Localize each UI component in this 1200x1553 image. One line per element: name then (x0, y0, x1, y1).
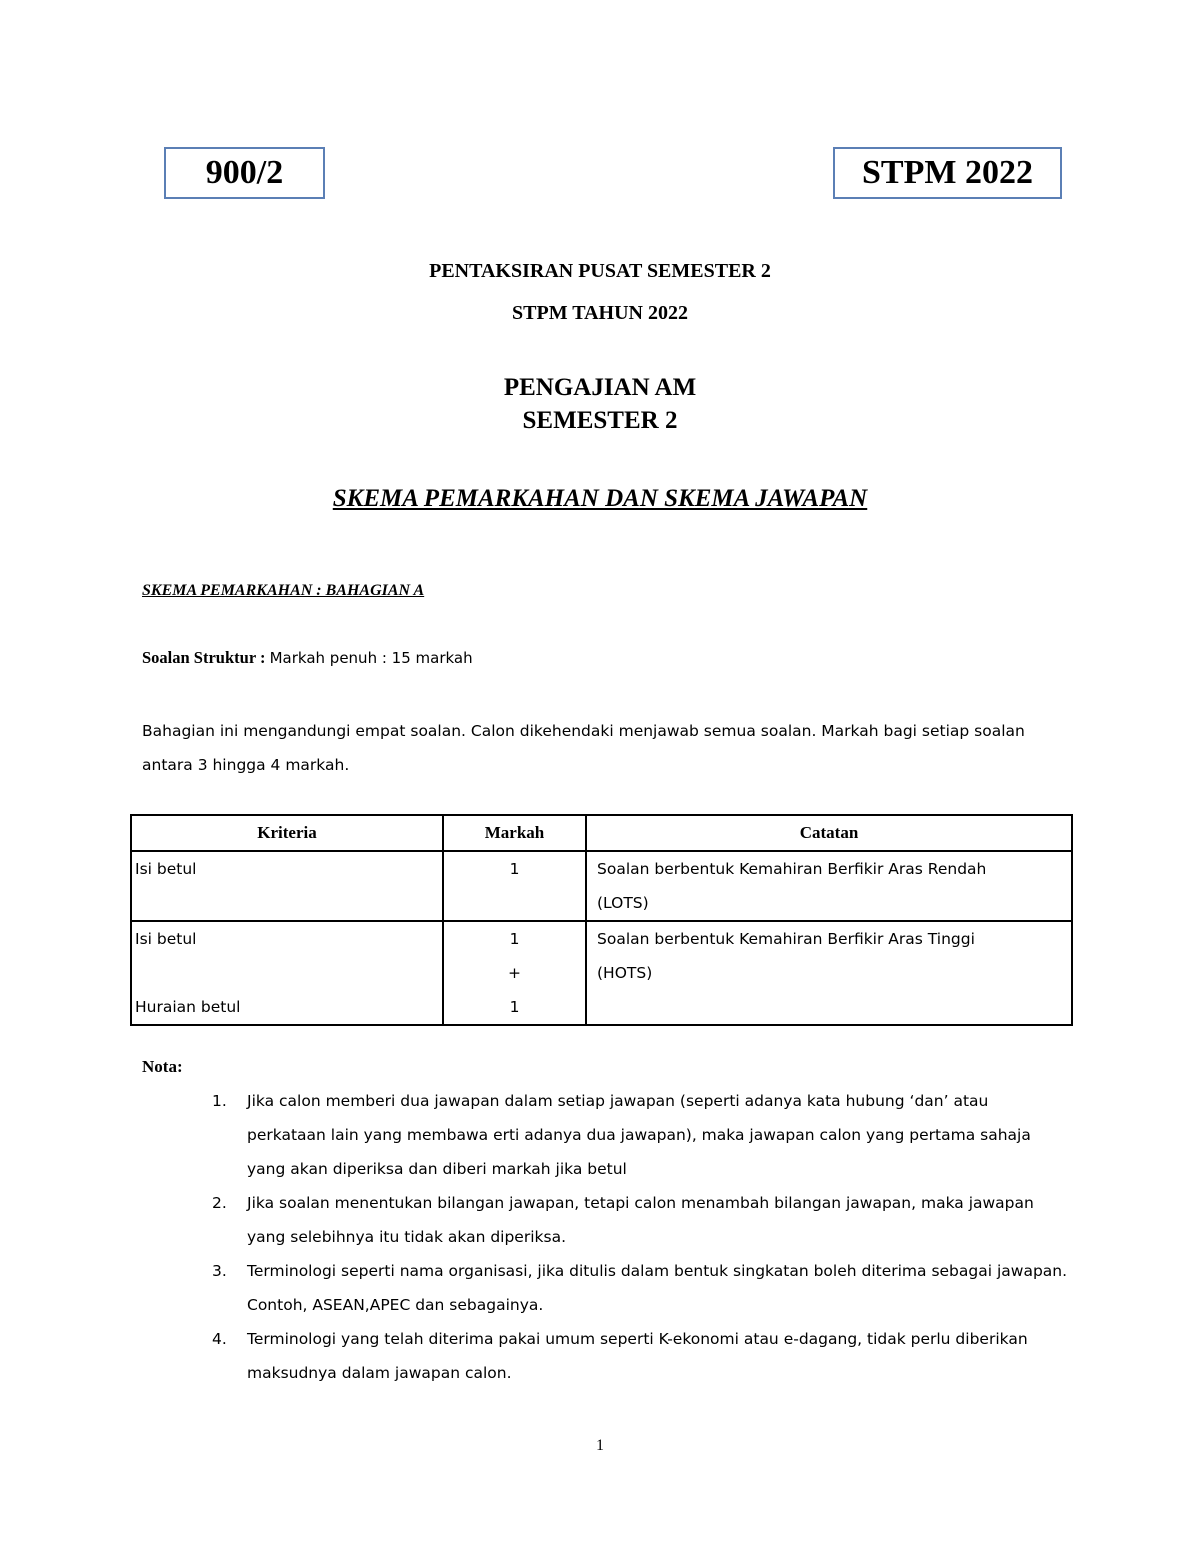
nota-text: Jika calon memberi dua jawapan dalam setiap jawapan (seperti adanya kata hubung ‘dan’ atau perkataan lain yang membawa erti adanya dua jawapan), maka jawapan calon yang pertama sahaja yang akan diperiksa dan diberi markah jika betul (247, 1092, 1031, 1178)
exam-year-title: STPM TAHUN 2022 (512, 302, 688, 324)
column-header-kriteria: Kriteria (131, 815, 443, 851)
paper-code: 900/2 (205, 154, 284, 191)
structure-label: Soalan Struktur : (142, 648, 266, 667)
catatan-text: (LOTS) (597, 894, 649, 912)
markah-value: 1 (509, 930, 520, 948)
nota-item (200, 1254, 1070, 1322)
nota-number: 1. (212, 1092, 227, 1110)
kriteria-text: Isi betul (135, 860, 197, 878)
catatan-cell (586, 851, 1072, 921)
kriteria-cell (131, 851, 443, 921)
structure-info (142, 648, 473, 668)
table-header-row (131, 815, 1072, 851)
catatan-text: (HOTS) (597, 964, 653, 982)
nota-list (200, 1084, 1070, 1390)
nota-item (200, 1084, 1070, 1186)
assessment-title: PENTAKSIRAN PUSAT SEMESTER 2 (429, 260, 771, 282)
nota-number: 4. (212, 1330, 227, 1348)
exam-year: STPM 2022 (862, 154, 1033, 191)
scheme-title: SKEMA PEMARKAHAN DAN SKEMA JAWAPAN (332, 485, 868, 512)
nota-item (200, 1186, 1070, 1254)
marking-criteria-table (130, 814, 1073, 1026)
catatan-text: Soalan berbentuk Kemahiran Berfikir Aras Rendah (597, 860, 987, 878)
exam-year-box (833, 147, 1062, 199)
column-header-catatan: Catatan (586, 815, 1072, 851)
nota-text: Terminologi yang telah diterima pakai umum seperti K-ekonomi atau e-dagang, tidak perlu diberikan maksudnya dalam jawapan calon. (247, 1330, 1028, 1382)
nota-item (200, 1322, 1070, 1390)
page-number: 1 (596, 1437, 604, 1454)
paper-code-box (164, 147, 325, 199)
column-header-markah: Markah (443, 815, 586, 851)
markah-value: 1 (509, 998, 520, 1016)
markah-value: 1 (509, 860, 520, 878)
kriteria-spacer (135, 956, 442, 990)
markah-plus: + (508, 964, 521, 982)
kriteria-text: Isi betul (135, 930, 197, 948)
kriteria-text: Huraian betul (135, 998, 241, 1016)
structure-value: Markah penuh : 15 markah (269, 649, 473, 667)
table-row (131, 851, 1072, 921)
subject-title: PENGAJIAN AM (503, 374, 697, 401)
kriteria-cell (131, 921, 443, 1025)
nota-text: Terminologi seperti nama organisasi, jika ditulis dalam bentuk singkatan boleh diterima sebagai jawapan. Contoh, ASEAN,APEC dan sebagainya. (247, 1262, 1068, 1314)
nota-label: Nota: (142, 1057, 183, 1076)
table-row (131, 921, 1072, 1025)
section-description: Bahagian ini mengandungi empat soalan. Calon dikehendaki menjawab semua soalan. Markah bagi setiap soalan antara 3 hingga 4 markah. (142, 722, 1025, 774)
catatan-text: Soalan berbentuk Kemahiran Berfikir Aras Tinggi (597, 930, 975, 948)
markah-cell (443, 921, 586, 1025)
nota-number: 3. (212, 1262, 227, 1280)
nota-number: 2. (212, 1194, 227, 1212)
section-heading: SKEMA PEMARKAHAN : BAHAGIAN A (142, 582, 425, 599)
nota-text: Jika soalan menentukan bilangan jawapan, tetapi calon menambah bilangan jawapan, maka jawapan yang selebihnya itu tidak akan diperiksa. (247, 1194, 1034, 1246)
semester-title: SEMESTER 2 (522, 407, 678, 434)
catatan-cell (586, 921, 1072, 1025)
markah-cell (443, 851, 586, 921)
